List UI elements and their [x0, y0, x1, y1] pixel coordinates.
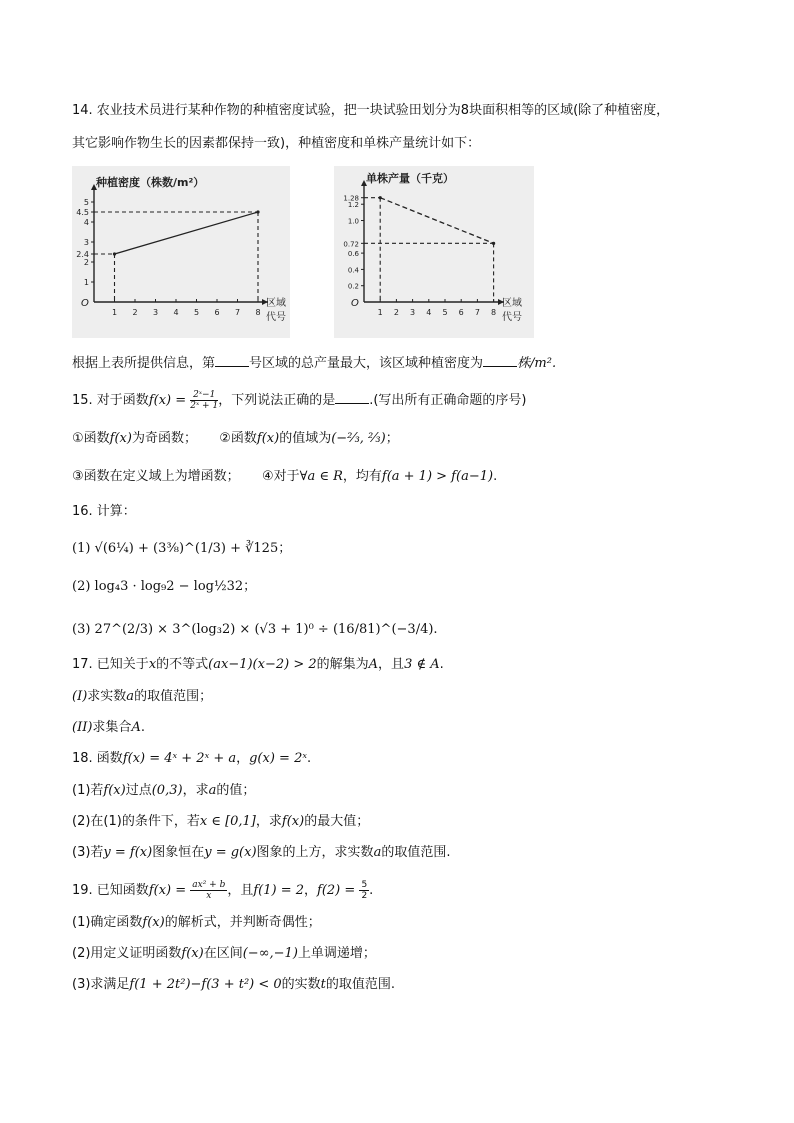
q15-fraction-denominator: 2ˣ + 1: [190, 401, 219, 411]
q17-part1-tail: 的取值范围；: [134, 689, 213, 704]
q15-stem-text-a: 15. 对于函数: [72, 393, 149, 408]
q14-answer-line: [72, 354, 556, 373]
density-chart-point-end: [256, 210, 259, 213]
q18-p2-b: ，求: [255, 814, 282, 829]
q17-var-x: x: [148, 657, 157, 672]
density-chart-point-start: [113, 252, 116, 255]
yield-chart-y-tick-label: 0.72: [343, 240, 359, 249]
q19-stem-d: .: [369, 883, 374, 898]
q15-opt4-a: ④对于: [261, 469, 300, 484]
q17-stem: [72, 656, 444, 674]
q15-opt4-c: .: [493, 469, 498, 484]
q18-p1-a: (1)若: [72, 783, 104, 798]
q19-stem: [72, 880, 373, 901]
q17-stem-a: 17. 已知关于: [72, 657, 149, 672]
yield-chart-y-tick-label: 1.28: [343, 194, 359, 203]
q15-opt4-inequality: f(a + 1) > f(a−1): [381, 469, 494, 484]
density-chart-title: 种植密度（株数/m²）: [96, 176, 205, 189]
yield-chart-y-tick-label: 1.2: [347, 201, 359, 210]
q15-opt2-b: 的值域为: [279, 431, 332, 446]
yield-chart-x-tick-label: 7: [474, 308, 480, 317]
q19-f2-fraction: [359, 880, 369, 901]
q15-opt3: ③函数在定义域上为增函数；: [72, 469, 240, 484]
q18-stem-c: .: [306, 751, 312, 766]
density-chart-x-tick-label: 2: [132, 308, 138, 317]
density-chart-x-label-line1: 区域: [266, 298, 286, 309]
q14-answer-unit: 株/m².: [517, 356, 557, 371]
yield-chart-point-start: [379, 196, 382, 199]
q19-part-1: [72, 914, 321, 932]
q14-line-1: 14. 农业技术员进行某种作物的种植密度试验，把一块试验田划分为8块面积相等的区域(除了种植密度，: [72, 103, 670, 118]
q14-blank-region[interactable]: [215, 354, 249, 367]
q15-opt1-a: ①函数: [72, 431, 110, 446]
density-chart-origin-label: O: [81, 298, 89, 309]
density-chart-y-tick-label: 5: [83, 198, 89, 207]
density-chart-y-tick-label: 4: [83, 218, 89, 227]
q15-fraction: [190, 390, 218, 411]
q15-stem-text-b: ，下列说法正确的是: [218, 393, 336, 408]
q17-stem-c: 的解集为: [316, 657, 369, 672]
q19-p2-b: 在区间: [203, 946, 243, 961]
yield-chart-x-tick-label: 6: [458, 308, 464, 317]
yield-chart-title: 单株产量（千克）: [366, 172, 454, 185]
q19-p3-c: 的取值范围.: [325, 977, 396, 992]
q15-opt2-range: (−²⁄₃, ²⁄₃): [331, 431, 386, 446]
q17-part1-text: 求实数: [87, 689, 127, 704]
q14-answer-text-2: 号区域的总产量最大，该区域种植密度为: [249, 356, 484, 371]
q19-stem-c: ，: [304, 883, 318, 898]
density-chart-x-tick-label: 8: [255, 308, 261, 317]
density-chart-x-tick-label: 7: [234, 308, 241, 317]
q16-title: 16. 计算：: [72, 504, 136, 519]
density-chart-y-tick-label: 2: [83, 258, 89, 267]
density-chart-svg: [72, 166, 290, 338]
q14-blank-density[interactable]: [483, 354, 517, 367]
q18-function-f: f(x) = 4ˣ + 2ˣ + a: [122, 751, 237, 766]
q19-stem-a: 19. 已知函数: [72, 883, 149, 898]
q17-part1-label: (I): [72, 689, 88, 704]
density-chart-y-tick-label: 3: [83, 238, 89, 247]
q17-stem-e: .: [439, 657, 444, 672]
q19-f2-denominator: 2: [361, 891, 368, 901]
q19-fraction: [190, 880, 227, 901]
density-chart-x-tick-label: 5: [193, 308, 200, 317]
q15-opt2-a: ②函数: [219, 431, 257, 446]
q18-p3-d: 的取值范围.: [381, 845, 451, 860]
q19-p1-a: (1)确定函数: [72, 915, 143, 930]
density-chart-x-tick-label: 1: [111, 308, 118, 317]
density-chart-x-tick-label: 6: [214, 308, 220, 317]
q18-p1-d: 的值；: [216, 783, 256, 798]
q15-fraction-numerator: 2ˣ−1: [190, 390, 218, 401]
yield-chart-x-tick-label: 2: [393, 308, 399, 317]
q18-p2-f: f(x): [281, 814, 305, 829]
q19-p2-interval: (−∞,−1): [242, 946, 298, 961]
q18-stem-a: 18. 函数: [72, 751, 123, 766]
q17-stem-d: ，且: [378, 657, 405, 672]
q14-line-2: 其它影响作物生长的因素都保持一致)，种植密度和单株产量统计如下：: [72, 136, 481, 151]
q19-p3-var: t: [320, 977, 326, 992]
yield-chart-x-tick-label: 4: [426, 308, 432, 317]
q15-blank[interactable]: [335, 391, 369, 404]
q14-answer-text-1: 根据上表所提供信息，第: [72, 356, 216, 371]
q19-stem-b: ，且: [227, 883, 254, 898]
q15-function: f(x) =: [148, 393, 187, 408]
q16-part-1: (1) √(6¼) + (3⅜)^(1/3) + ∛125；: [72, 541, 292, 556]
q15-options-row-1: [72, 430, 399, 448]
q15-stem: [72, 390, 526, 411]
q18-p1-var: a: [208, 783, 217, 798]
q15-opt4-b: ，均有: [342, 469, 382, 484]
q17-part1-var: a: [126, 689, 135, 704]
q18-p3-var: a: [373, 845, 382, 860]
q19-part-2: [72, 945, 376, 963]
q18-p3-y2: y = g(x): [204, 845, 257, 860]
q18-p3-a: (3)若: [72, 845, 104, 860]
yield-chart-y-tick-label: 0.2: [347, 282, 359, 291]
q17-inequality: (ax−1)(x−2) > 2: [208, 657, 317, 672]
q18-p1-b: 过点: [125, 783, 152, 798]
q18-p2-a: (2)在(1)的条件下，若: [72, 814, 200, 829]
q17-set-a: A: [368, 657, 379, 672]
yield-chart-point-end: [492, 242, 495, 245]
q19-part-3: [72, 976, 395, 994]
density-chart-x-label-line2: 代号: [266, 312, 286, 323]
yield-chart-series-line: [380, 198, 493, 244]
density-chart-y-tick-label: 2.4: [76, 250, 89, 259]
q18-function-g: g(x) = 2ˣ: [249, 751, 307, 766]
q19-p2-c: 上单调递增；: [297, 946, 376, 961]
density-chart-x-tick-label: 3: [152, 308, 159, 317]
yield-chart-svg: [334, 166, 534, 338]
q15-options-row-2: [72, 468, 497, 486]
yield-chart-origin-label: O: [351, 298, 359, 309]
density-chart-y-tick-label: 4.5: [76, 208, 89, 217]
q18-p1-f: f(x): [103, 783, 126, 798]
yield-chart-y-tick-label: 1.0: [347, 217, 359, 226]
q18-p2-c: 的最大值；: [304, 814, 370, 829]
q19-p3-a: (3)求满足: [72, 977, 130, 992]
q15-stem-text-c: .(写出所有正确命题的序号): [369, 393, 527, 408]
yield-chart-y-tick-label: 0.6: [347, 250, 359, 259]
q18-p3-c: 图象的上方，求实数: [256, 845, 374, 860]
q18-p3-b: 图象恒在: [152, 845, 205, 860]
q18-part-3: [72, 844, 450, 862]
q17-notin: 3 ∉ A: [404, 657, 440, 672]
q18-stem-b: ，: [236, 751, 250, 766]
q19-p2-a: (2)用定义证明函数: [72, 946, 182, 961]
q15-opt1-f: f(x): [109, 431, 132, 446]
q18-p2-interval: x ∈ [0,1]: [199, 814, 256, 829]
yield-chart-x-label-line1: 区域: [502, 298, 522, 309]
q18-part-2: [72, 813, 369, 831]
q19-function: f(x) =: [148, 883, 187, 898]
q17-part2-label: (II): [72, 720, 93, 735]
q17-part-1: [72, 688, 212, 706]
q18-p1-c: ，求: [182, 783, 209, 798]
q16-part-2: (2) log₄3 · log₉2 − log½32；: [72, 579, 257, 594]
q19-f2: f(2) =: [317, 883, 356, 898]
yield-chart-x-tick-label: 3: [410, 308, 416, 317]
yield-chart: [334, 166, 534, 338]
density-chart-y-tick-label: 1: [83, 278, 89, 287]
q19-p2-f: f(x): [181, 946, 204, 961]
q17-stem-b: 的不等式: [156, 657, 209, 672]
density-chart-series-line: [115, 212, 259, 254]
q19-p1-f: f(x): [142, 915, 165, 930]
q16-part-3: (3) 27^(2/3) × 3^(log₃2) × (√3 + 1)⁰ ÷ (16/81)^(−3/4).: [72, 622, 438, 637]
q15-opt2-c: ；: [385, 431, 399, 446]
q15-opt2-f: f(x): [256, 431, 280, 446]
density-chart-x-tick-label: 4: [173, 308, 179, 317]
q18-stem: [72, 750, 311, 768]
q17-part2-text: 求集合: [92, 720, 132, 735]
q19-p3-b: 的实数: [281, 977, 321, 992]
q19-p1-b: 的解析式，并判断奇偶性；: [164, 915, 321, 930]
q19-fraction-numerator: ax² + b: [192, 880, 226, 890]
q19-f2-numerator: 5: [361, 880, 368, 890]
yield-chart-x-label-line2: 代号: [502, 312, 522, 323]
q15-opt1-b: 为奇函数；: [131, 431, 197, 446]
q17-part-2: [72, 719, 145, 737]
q19-f1: f(1) = 2: [253, 883, 305, 898]
q18-p3-y1: y = f(x): [103, 845, 153, 860]
yield-chart-y-tick-label: 0.4: [347, 266, 359, 275]
density-chart: [72, 166, 290, 338]
q15-opt4-quantifier: ∀a ∈ R: [299, 469, 343, 484]
yield-chart-x-tick-label: 8: [491, 308, 497, 317]
yield-chart-x-tick-label: 5: [442, 308, 448, 317]
q18-part-1: [72, 782, 255, 800]
q18-p1-point: (0,3): [151, 783, 183, 798]
yield-chart-x-tick-label: 1: [377, 308, 383, 317]
q19-fraction-denominator: x: [206, 891, 212, 901]
q17-part2-var: A: [131, 720, 141, 735]
q19-p3-inequality: f(1 + 2t²)−f(3 + t²) < 0: [129, 977, 282, 992]
q17-part2-tail: .: [140, 720, 145, 735]
